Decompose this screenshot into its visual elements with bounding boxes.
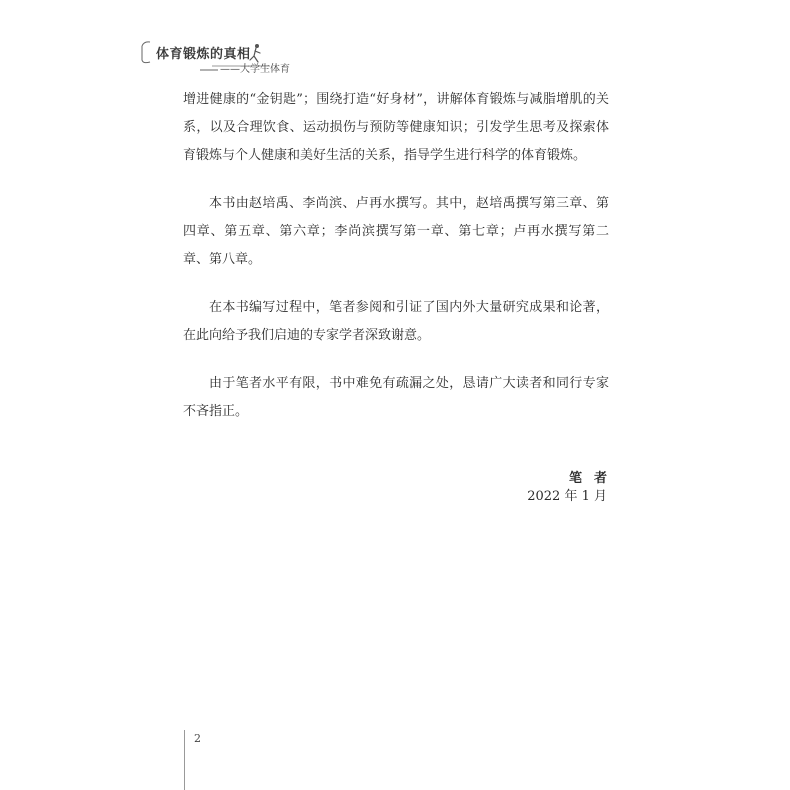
paragraph-disclaimer: 由于笔者水平有限，书中难免有疏漏之处，恳请广大读者和同行专家不吝指正。: [183, 376, 609, 419]
running-header: [140, 38, 290, 84]
signature-name: 笔者: [568, 471, 619, 486]
paragraph-authors: 本书由赵培禹、李尚滨、卢再水撰写。其中，赵培禹撰写第三章、第四章、第五章、第六章；李尚滨撰写第一章、第七章；卢再水撰写第二章、第八章。: [183, 196, 609, 267]
book-title: 体育锻炼的真相: [156, 47, 251, 62]
page-margin-line: [184, 730, 185, 790]
signature-date: 2022 年 1 月: [527, 489, 607, 504]
preface-body: [183, 86, 609, 426]
page-number: 2: [194, 732, 201, 745]
paragraph-continued: 增进健康的“金钥匙”；围绕打造“好身材”，讲解体育锻炼与减脂增肌的关系，以及合理饮食、运动损伤与预防等健康知识；引发学生思考及探索体育锻炼与个人健康和美好生活的关系，指导学生进行科学的体育锻炼。: [183, 92, 609, 163]
book-subtitle: ——大学生体育: [220, 64, 290, 75]
signature-block: [527, 470, 619, 506]
paragraph-acknowledgement: 在本书编写过程中，笔者参阅和引证了国内外大量研究成果和论著，在此向给予我们启迪的专家学者深致谢意。: [183, 300, 609, 343]
